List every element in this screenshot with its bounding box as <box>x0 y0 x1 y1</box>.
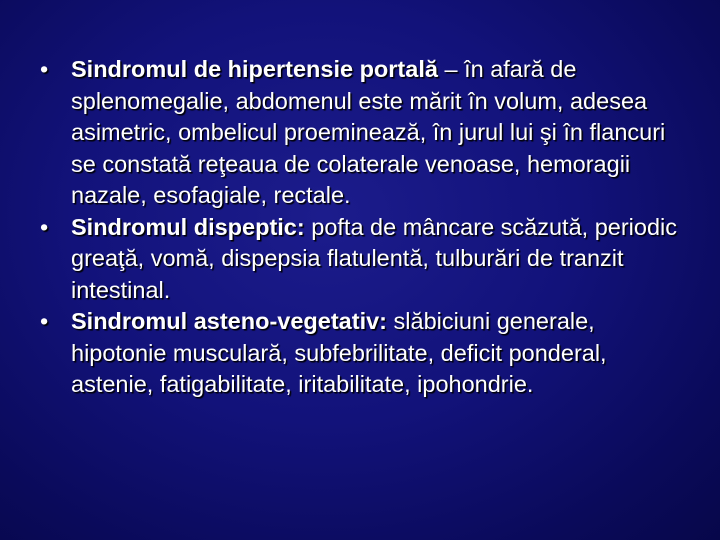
bullet-text: slăbiciuni generale, hipotonie musculară, subfebrilitate, deficit ponderal, astenie, fatigabilitate, iritabilitate, ipohondrie. <box>71 308 607 397</box>
bullet-icon: • <box>40 308 49 334</box>
bullet-item-asthenovegetative <box>40 306 690 401</box>
bullet-list <box>40 54 690 401</box>
bullet-heading: Sindromul dispeptic: <box>71 213 305 240</box>
bullet-item-dyspeptic <box>40 212 690 307</box>
bullet-text: – în afară de splenomegalie, abdomenul este mărit în volum, adesea asimetric, ombelicul proeminează, în jurul lui şi în flancuri se constată reţeaua de colaterale venoase, hemoragii nazale, esofagiale, rectale. <box>71 56 666 208</box>
bullet-item-portal-hypertension <box>40 54 690 212</box>
bullet-heading: Sindromul asteno-vegetativ: <box>71 308 387 334</box>
bullet-icon: • <box>40 213 49 240</box>
bullet-text: pofta de mâncare scăzută, periodic greaţă, vomă, dispepsia flatulentă, tulburări de tranzit intestinal. <box>71 213 678 303</box>
bullet-heading: Sindromul de hipertensie portală <box>71 56 438 82</box>
bullet-icon: • <box>40 56 49 82</box>
